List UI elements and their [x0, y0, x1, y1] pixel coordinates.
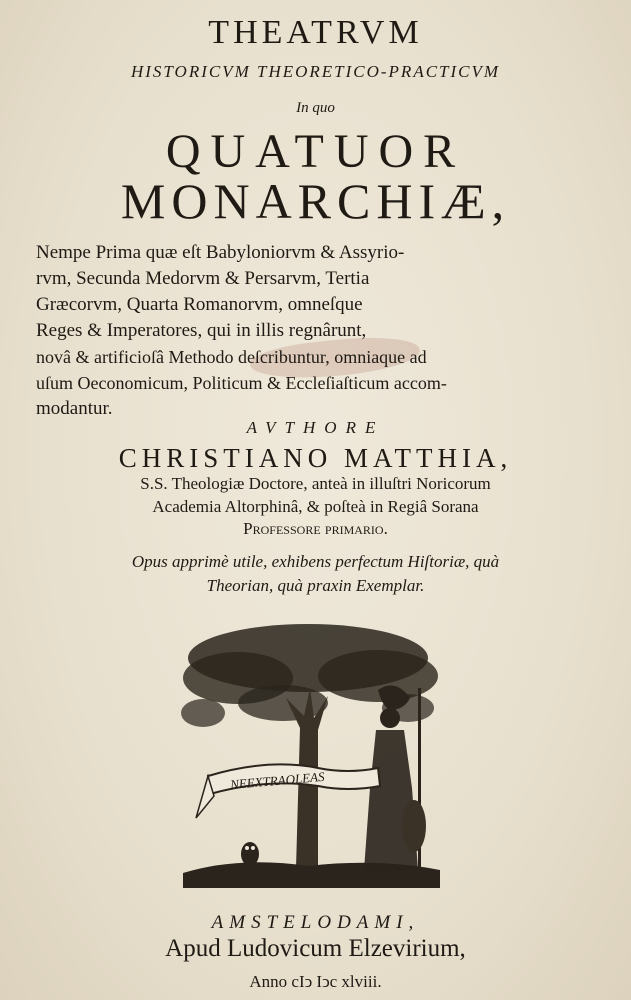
opus-line: Opus apprimè utile, exhibens perfectum Hiſtoriæ, quà: [131, 552, 500, 571]
opus-line: Theorian, quà praxin Exemplar.: [206, 576, 425, 595]
description-line: rvm, Secunda Medorvm & Persarvm, Tertia: [36, 268, 370, 289]
author-label: AVTHORE: [246, 418, 385, 437]
owl-icon: [241, 842, 259, 866]
credential-line: Academia Altorphinâ, & poſteà in Regiâ Sorana: [152, 497, 479, 516]
credential-line: Professore primario.: [243, 519, 388, 538]
book-subtitle: HISTORICVM THEORETICO-PRACTICVM: [130, 62, 501, 81]
description-line: uſum Oeconomicum, Politicum & Eccleſiaſticum accom-: [36, 373, 447, 393]
description-line: Reges & Imperatores, qui in illis regnârunt,: [36, 320, 367, 341]
description-line: Græcorvm, Quarta Romanorvm, omneſque: [36, 294, 363, 315]
publisher-line: Apud Ludovicum Elzevirium,: [165, 935, 466, 962]
description-line: novâ & artificioſâ Methodo deſcribuntur, omniaque ad: [36, 347, 427, 367]
book-title: THEATRVM: [208, 14, 423, 51]
in-quo-text: In quo: [296, 100, 335, 116]
description-block: [36, 240, 602, 422]
quatuor-heading: QUATUOR: [165, 125, 466, 178]
imprint-place: AMSTELODAMI,: [211, 912, 420, 933]
monarchiae-heading: MONARCHIÆ,: [120, 173, 511, 229]
credential-line: S.S. Theologiæ Doctore, anteà in illuſtri Noricorum: [140, 474, 491, 493]
author-name: CHRISTIANO MATTHIA,: [118, 443, 513, 473]
printer-device-emblem: [178, 618, 443, 888]
description-line: modantur.: [36, 398, 113, 419]
description-line: Nempe Prima quæ eſt Babyloniorvm & Assyrio-: [36, 242, 405, 263]
motto-text: NEEXTRAOLEAS: [229, 768, 326, 793]
imprint-year: Anno cIↄ Iↄc xlviii.: [249, 972, 382, 991]
